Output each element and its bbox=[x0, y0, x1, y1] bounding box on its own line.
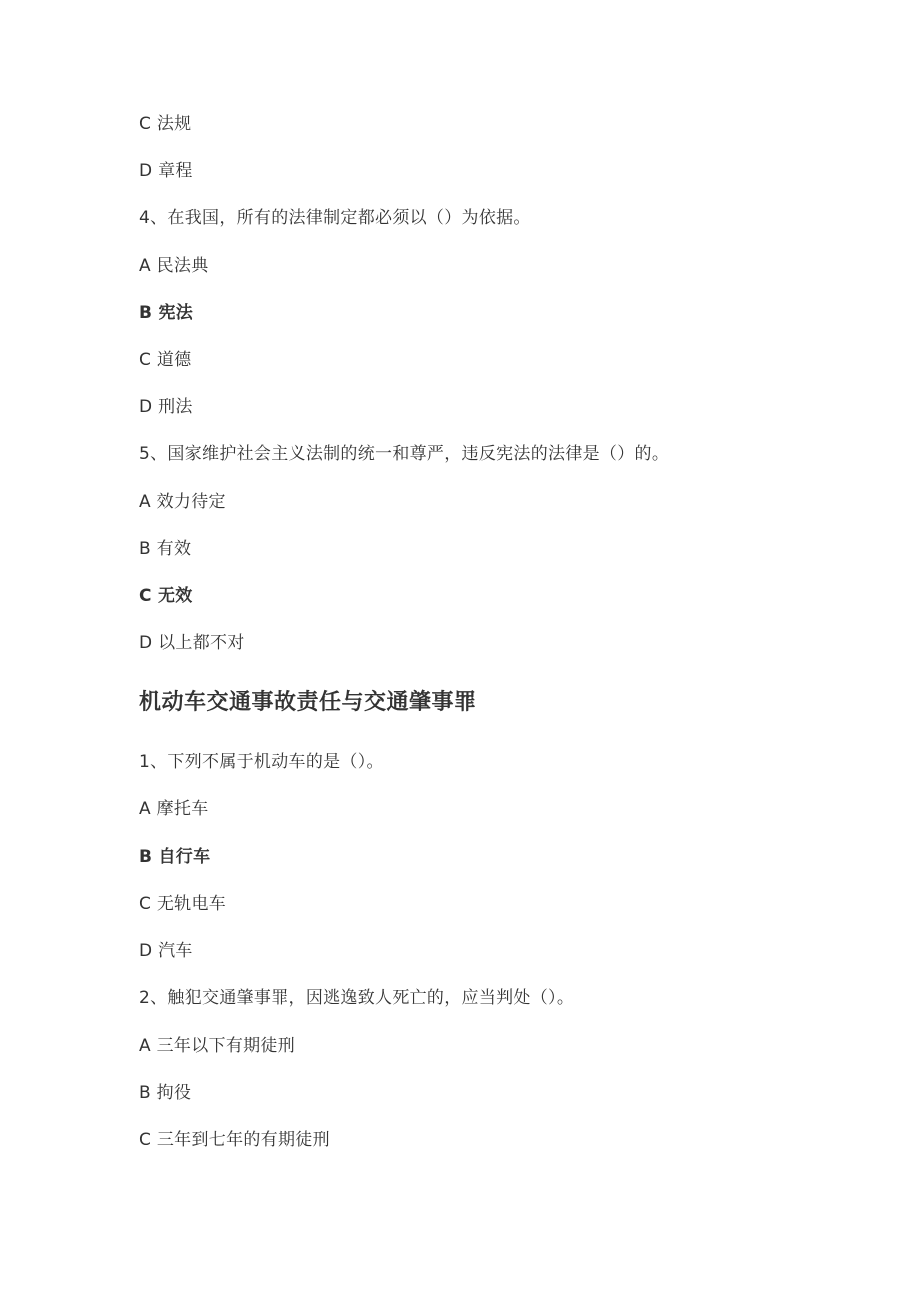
question-text: 1、下列不属于机动车的是（）。 bbox=[139, 752, 384, 772]
option-a: A 三年以下有期徒刑 bbox=[139, 1036, 296, 1056]
option-d: D 章程 bbox=[139, 161, 193, 181]
option-b-correct: B 自行车 bbox=[139, 847, 211, 867]
option-c: C 法规 bbox=[139, 114, 192, 134]
option-b: B 拘役 bbox=[139, 1083, 192, 1103]
option-b: B 有效 bbox=[139, 539, 192, 559]
option-d: D 汽车 bbox=[139, 941, 193, 961]
option-c-correct: C 无效 bbox=[139, 586, 193, 606]
option-b-correct: B 宪法 bbox=[139, 303, 194, 323]
question-text: 4、在我国，所有的法律制定都必须以（）为依据。 bbox=[139, 208, 531, 228]
question-text: 2、触犯交通肇事罪，因逃逸致人死亡的，应当判处（）。 bbox=[139, 988, 575, 1008]
option-c: C 无轨电车 bbox=[139, 894, 227, 914]
option-a: A 摩托车 bbox=[139, 799, 209, 819]
option-d: D 以上都不对 bbox=[139, 633, 245, 653]
section-heading: 机动车交通事故责任与交通肇事罪 bbox=[139, 690, 477, 715]
question-text: 5、国家维护社会主义法制的统一和尊严，违反宪法的法律是（）的。 bbox=[139, 444, 670, 464]
option-a: A 民法典 bbox=[139, 256, 209, 276]
option-c: C 三年到七年的有期徒刑 bbox=[139, 1130, 330, 1150]
option-c: C 道德 bbox=[139, 350, 192, 370]
option-d: D 刑法 bbox=[139, 397, 193, 417]
option-a: A 效力待定 bbox=[139, 492, 226, 512]
